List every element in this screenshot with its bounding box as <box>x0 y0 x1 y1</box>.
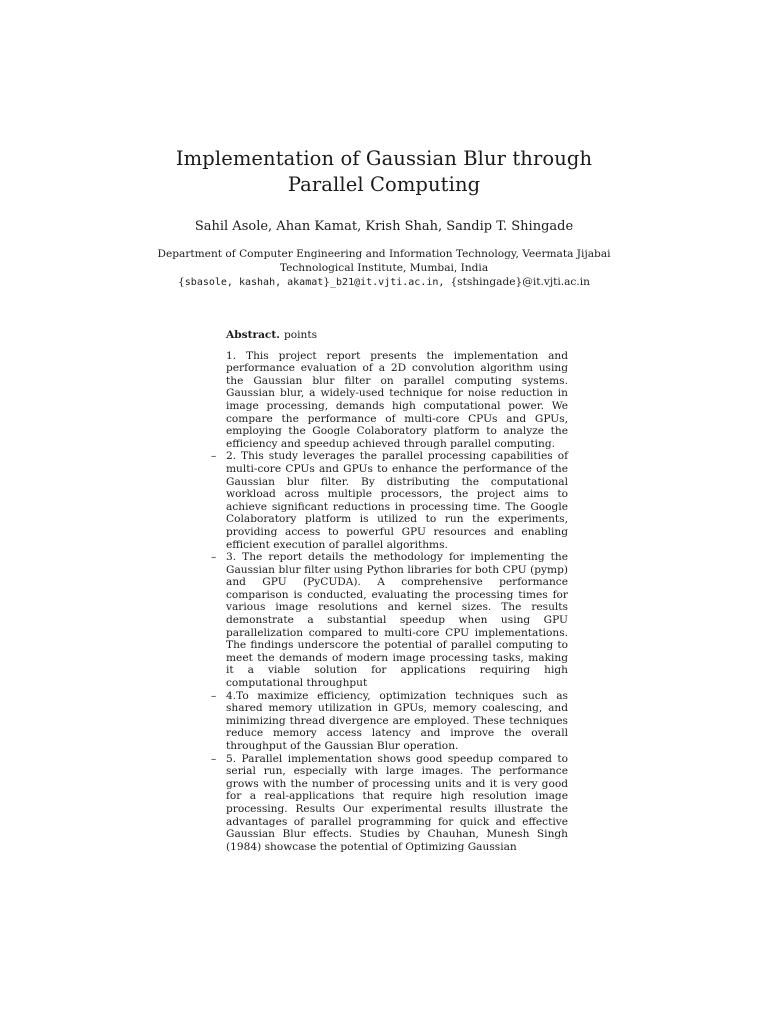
bullet-dash: – <box>211 752 217 765</box>
abstract-point-text: 1. This project report presents the implementation and performance evaluation of a 2D convolution algorithm using the Gaussian blur filter on parallel computing systems. Gaussian blur, a widely-used technique for noise reduction in image processing, demands high computational power. We compare the performance of multi-core CPUs and GPUs, employing the Google Colaboratory platform to analyze the efficiency and speedup achieved through parallel computing. <box>226 349 568 450</box>
paper-title <box>0 146 768 198</box>
author-emails <box>0 275 768 290</box>
title-line-2: Parallel Computing <box>287 173 481 196</box>
affiliation-line-1: Department of Computer Engineering and Information Technology, Veermata Jijabai <box>157 248 611 260</box>
abstract-points <box>211 349 568 854</box>
author-list: Sahil Asole, Ahan Kamat, Krish Shah, Sandip T. Shingade <box>194 219 574 234</box>
abstract-heading <box>226 329 568 342</box>
abstract-point-text: 5. Parallel implementation shows good speedup compared to serial run, especially with large images. The performance grows with the number of processing units and it is very good for a real-applications that require high resolution image processing. Results Our experimental results illustrate the advantages of parallel programming for quick and effective Gaussian Blur effects. Studies by Chauhan, Munesh Singh (1984) showcase the potential of Optimizing Gaussian <box>226 752 568 853</box>
abstract-section <box>211 329 568 853</box>
abstract-point <box>211 551 568 690</box>
affiliation-block <box>0 247 768 290</box>
abstract-point <box>226 350 568 451</box>
bullet-dash: – <box>211 689 217 702</box>
abstract-point-text: 2. This study leverages the parallel processing capabilities of multi-core CPUs and GPUs to enhance the performance of the Gaussian blur filter. By distributing the computational workload across multiple processors, the project aims to achieve significant reductions in processing time. The Google Colaboratory platform is utilized to run the experiments, providing access to powerful GPU resources and enabling efficient execution of parallel algorithms. <box>226 450 568 551</box>
title-line-1: Implementation of Gaussian Blur through <box>175 147 593 170</box>
abstract-label: Abstract. <box>226 329 280 341</box>
abstract-point <box>211 752 568 854</box>
bullet-dash: – <box>211 551 217 564</box>
bullet-dash: – <box>211 450 217 463</box>
email-second: {stshingade}@it.vjti.ac.in <box>450 276 590 288</box>
abstract-point-text: 4.To maximize efficiency, optimization techniques such as shared memory utilization in GPUs, memory coalescing, and minimizing thread divergence are employed. These techniques reduce memory access latency and improve the overall throughput of the Gaussian Blur operation. <box>226 689 568 752</box>
abstract-point <box>211 689 568 753</box>
abstract-point <box>211 450 568 551</box>
abstract-point-text: 3. The report details the methodology for implementing the Gaussian blur filter using Python libraries for both CPU (pymp) and GPU (PyCUDA). A comprehensive performance comparison is conducted, evaluating the processing times for various image resolutions and kernel sizes. The results demonstrate a substantial speedup when using GPU parallelization compared to multi-core CPU implementations. The findings underscore the potential of parallel computing to meet the demands of modern image processing tasks, making it a viable solution for applications requiring high computational throughput <box>226 551 568 690</box>
email-brace-close: } <box>323 276 331 288</box>
email-domain: _b21@it.vjti.ac.in, <box>330 277 451 288</box>
email-brace-open: { <box>178 276 185 288</box>
affiliation-line-2: Technological Institute, Mumbai, India <box>279 262 489 274</box>
email-usernames: sbasole, kashah, akamat <box>184 277 324 288</box>
abstract-intro: points <box>283 329 318 341</box>
